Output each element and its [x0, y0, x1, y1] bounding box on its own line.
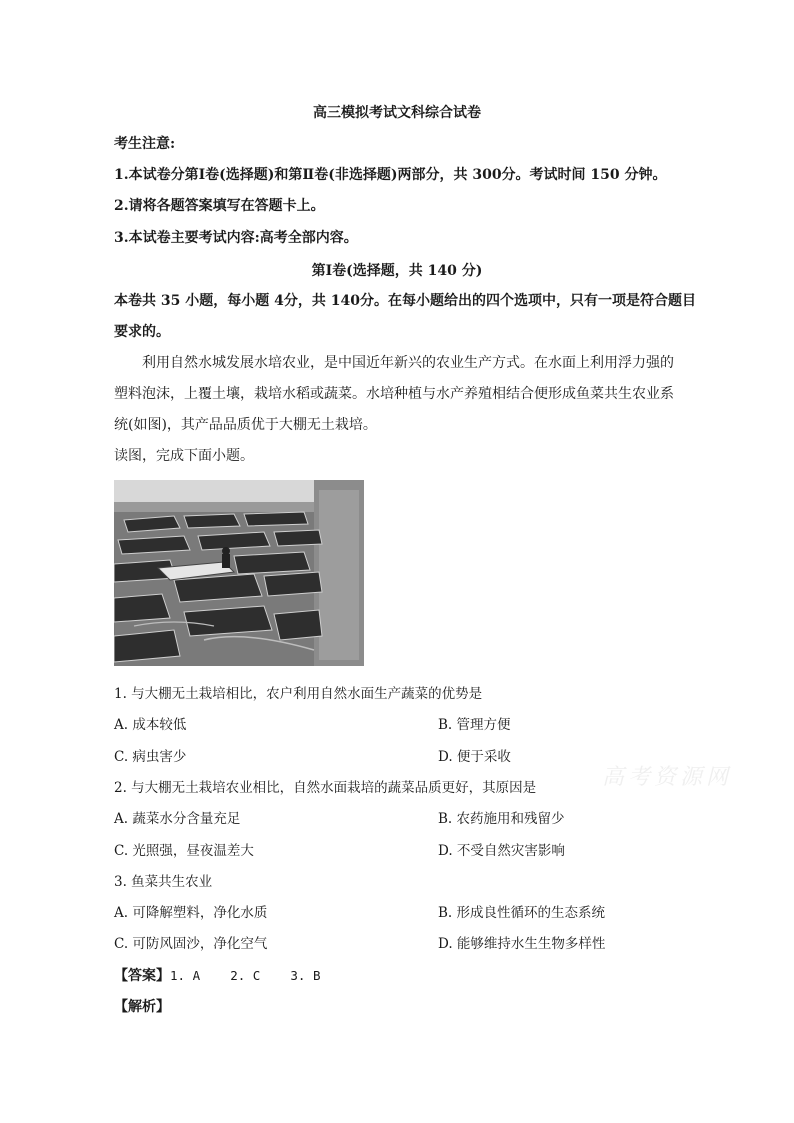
- watermark: 高考资源网: [602, 765, 733, 790]
- passage-line3: 统(如图)，其产品品质优于大棚无土栽培。: [114, 417, 377, 433]
- section-intro-line2: 要求的。: [114, 324, 170, 340]
- question-1-option-c: C. 病虫害少: [114, 749, 187, 765]
- passage-line2: 塑料泡沫，上覆土壤，栽培水稻或蔬菜。水培种植与水产养殖相结合便形成鱼菜共生农业系: [114, 386, 674, 402]
- question-1-option-a: A. 成本较低: [114, 717, 187, 733]
- question-3-option-a: A. 可降解塑料，净化水质: [114, 905, 268, 921]
- answer-label: 【答案】: [114, 968, 170, 984]
- notice-item-1: 1.本试卷分第Ⅰ卷(选择题)和第Ⅱ卷(非选择题)两部分，共 300分。考试时间 150 分钟。: [114, 167, 667, 183]
- notice-item-2: 2.请将各题答案填写在答题卡上。: [114, 198, 325, 214]
- analysis-label: 【解析】: [114, 999, 170, 1015]
- section-intro-line1: 本卷共 35 小题，每小题 4分，共 140分。在每小题给出的四个选项中，只有一项是符合题目: [114, 293, 696, 309]
- question-2-option-c: C. 光照强，昼夜温差大: [114, 843, 254, 859]
- notice-heading: 考生注意:: [114, 136, 176, 152]
- question-2-option-d: D. 不受自然灾害影响: [438, 843, 565, 859]
- notice-item-3: 3.本试卷主要考试内容:高考全部内容。: [114, 230, 358, 246]
- passage-line1: 利用自然水城发展水培农业，是中国近年新兴的农业生产方式。在水面上利用浮力强的: [142, 355, 674, 371]
- question-1-option-d: D. 便于采收: [438, 749, 511, 765]
- section-title: 第Ⅰ卷(选择题，共 140 分): [311, 263, 483, 279]
- question-2-stem: 2. 与大棚无土栽培农业相比，自然水面栽培的蔬菜品质更好，其原因是: [114, 780, 537, 796]
- aquaponics-photo: [114, 480, 364, 666]
- answer-text: 1. A 2. C 3. B: [170, 968, 321, 983]
- question-1-option-b: B. 管理方便: [438, 717, 511, 733]
- question-3-stem: 3. 鱼菜共生农业: [114, 874, 213, 890]
- question-1-stem: 1. 与大棚无土栽培相比，农户利用自然水面生产蔬菜的优势是: [114, 686, 483, 702]
- question-3-option-d: D. 能够维持水生生物多样性: [438, 936, 606, 952]
- passage-instruction: 读图，完成下面小题。: [114, 448, 254, 464]
- question-2-option-b: B. 农药施用和残留少: [438, 811, 565, 827]
- question-3-option-c: C. 可防风固沙，净化空气: [114, 936, 268, 952]
- question-2-option-a: A. 蔬菜水分含量充足: [114, 811, 241, 827]
- question-3-option-b: B. 形成良性循环的生态系统: [438, 905, 606, 921]
- answer-line: [114, 966, 321, 986]
- page-title: 高三模拟考试文科综合试卷: [313, 105, 481, 121]
